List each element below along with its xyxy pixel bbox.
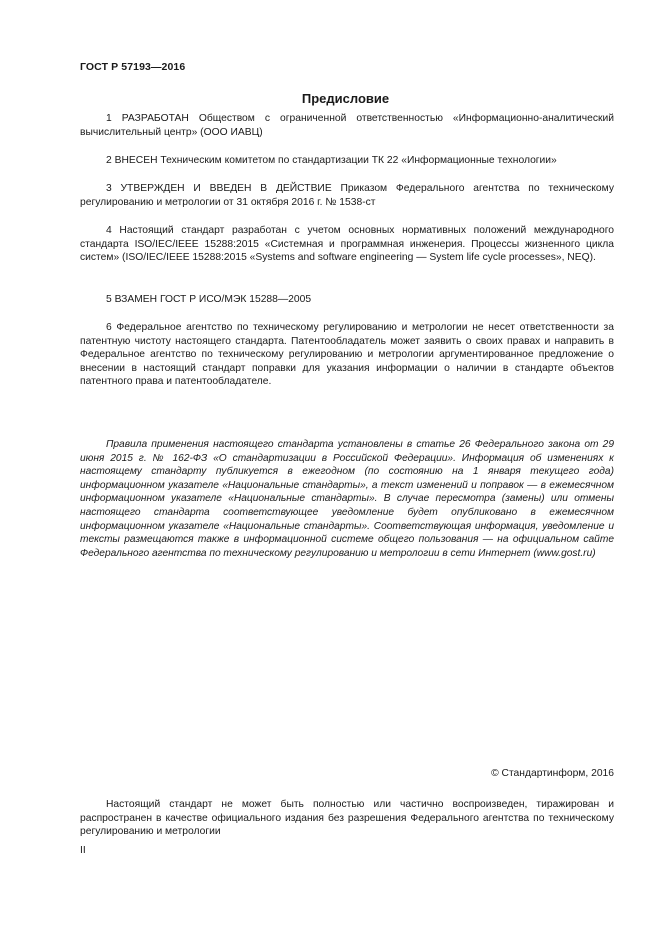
page-title: Предисловие [301,91,390,106]
paragraph-2: 2 ВНЕСЕН Техническим комитетом по стандартизации ТК 22 «Информационные технологии» [106,155,557,166]
reproduction-notice: Настоящий стандарт не может быть полностью или частично воспроизведен, тиражирован и распространен в качестве официального издания без разрешения Федерального агентства по техническому регулированию и метрологии [80,799,614,837]
paragraph-6: 6 Федеральное агентство по техническому регулированию и метрологии не несет ответственности за патентную чистоту настоящего стандарта. Патентообладатель может заявить о своих правах и направить в Федеральное агентство по техническому регулированию и метрологии аргументированное предложение о внесении в настоящий стандарт поправки для указания информации о наличии в стандарте объектов патентного права и патентообладателе. [80,322,614,387]
copyright-line: © Стандартинформ, 2016 [491,768,614,779]
page-number: II [80,845,86,856]
paragraph-5: 5 ВЗАМЕН ГОСТ Р ИСО/МЭК 15288—2005 [106,294,312,305]
paragraph-4: 4 Настоящий стандарт разработан с учетом основных нормативных положений международного стандарта ISO/IEC/IEEE 15288:2015 «Системная и программная инженерия. Процессы жизненного цикла систем» (ISO/IEC/IEEE 15288:2015 «Systems and software engineering — System life cycle processes», NEQ). [80,225,614,263]
document-code-header: ГОСТ Р 57193—2016 [80,61,186,73]
paragraph-1: 1 РАЗРАБОТАН Обществом с ограниченной ответственностью «Информационно-аналитический вычислительный центр» (ООО ИАВЦ) [80,113,614,138]
usage-notice: Правила применения настоящего стандарта установлены в статье 26 Федерального закона от 29 июня 2015 г. № 162-ФЗ «О стандартизации в Российской Федерации». Информация об изменениях к настоящему стандарту публикуется в ежегодном (по состоянию на 1 января текущего года) информационном указателе «Национальные стандарты», а текст изменений и поправок — в ежемесячном информационном указателе «Национальные стандарты». В случае пересмотра (замены) или отмены настоящего стандарта соответствующее уведомление будет опубликовано в ежемесячном информационном указателе «Национальные стандарты». Соответствующая информация, уведомление и тексты размещаются также в информационной системе общего пользования — на официальном сайте Федерального агентства по техническому регулированию и метрологии в сети Интернет (www.gost.ru) [80,439,614,559]
paragraph-3: 3 УТВЕРЖДЕН И ВВЕДЕН В ДЕЙСТВИЕ Приказом Федерального агентства по техническому регулированию и метрологии от 31 октября 2016 г. № 1538-ст [80,183,614,208]
